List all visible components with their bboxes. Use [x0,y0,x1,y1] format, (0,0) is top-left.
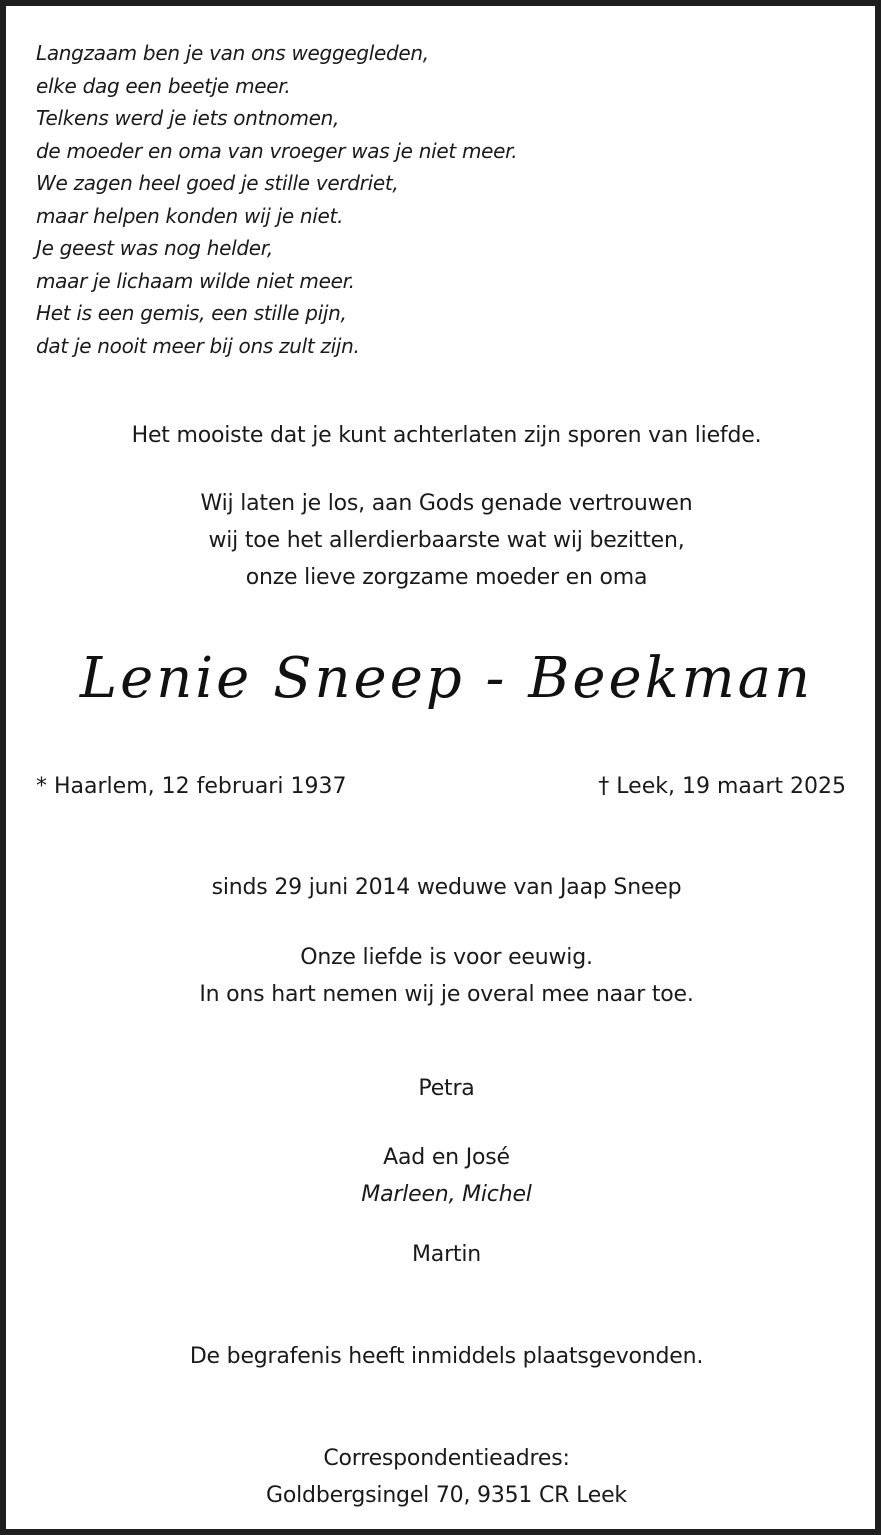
family-aad [12,1139,881,1213]
funeral-note: De begrafenis heeft inmiddels plaatsgevonden. [189,1344,704,1369]
correspondence-label: Correspondentieadres: [323,1446,570,1471]
love-text [12,939,881,1013]
poem-line: elke dag een beetje meer. [36,73,291,98]
poem-line: de moeder en oma van vroeger was je niet meer. [36,138,518,163]
intro-line: wij toe het allerdierbaarste wat wij bezitten, [208,528,685,553]
motto: Het mooiste dat je kunt achterlaten zijn sporen van liefde. [131,423,762,448]
poem-line: Langzaam ben je van ons weggegleden, [36,41,429,65]
death-date: † Leek, 19 maart 2025 [598,774,846,799]
family-martin: Martin [412,1242,481,1267]
widow-line: sinds 29 juni 2014 weduwe van Jaap Sneep [211,875,682,900]
birth-date: * Haarlem, 12 februari 1937 [36,774,347,799]
poem-line: Je geest was nog helder, [36,236,273,260]
correspondence-block [12,1440,881,1514]
love-line: Onze liefde is voor eeuwig. [300,945,593,970]
poem [36,37,836,362]
poem-line: Telkens werd je iets ontnomen, [36,106,340,130]
poem-line: dat je nooit meer bij ons zult zijn. [36,333,360,358]
poem-line: maar helpen konden wij je niet. [36,203,344,228]
poem-line: Het is een gemis, een stille pijn, [36,301,347,325]
intro-line: onze lieve zorgzame moeder en oma [245,565,648,590]
intro-line: Wij laten je los, aan Gods genade vertrouwen [200,491,693,516]
family-grandchildren-line: Marleen, Michel [361,1182,532,1207]
family-child-line: Aad en José [383,1145,510,1170]
family-petra: Petra [418,1076,475,1101]
intro-text [12,485,881,596]
poem-line: maar je lichaam wilde niet meer. [36,268,355,293]
poem-line: We zagen heel goed je stille verdriet, [36,171,399,195]
love-line: In ons hart nemen wij je overal mee naar toe. [199,982,694,1007]
deceased-name: Lenie Sneep - Beekman [79,646,814,711]
correspondence-address: Goldbergsingel 70, 9351 CR Leek [266,1483,627,1508]
